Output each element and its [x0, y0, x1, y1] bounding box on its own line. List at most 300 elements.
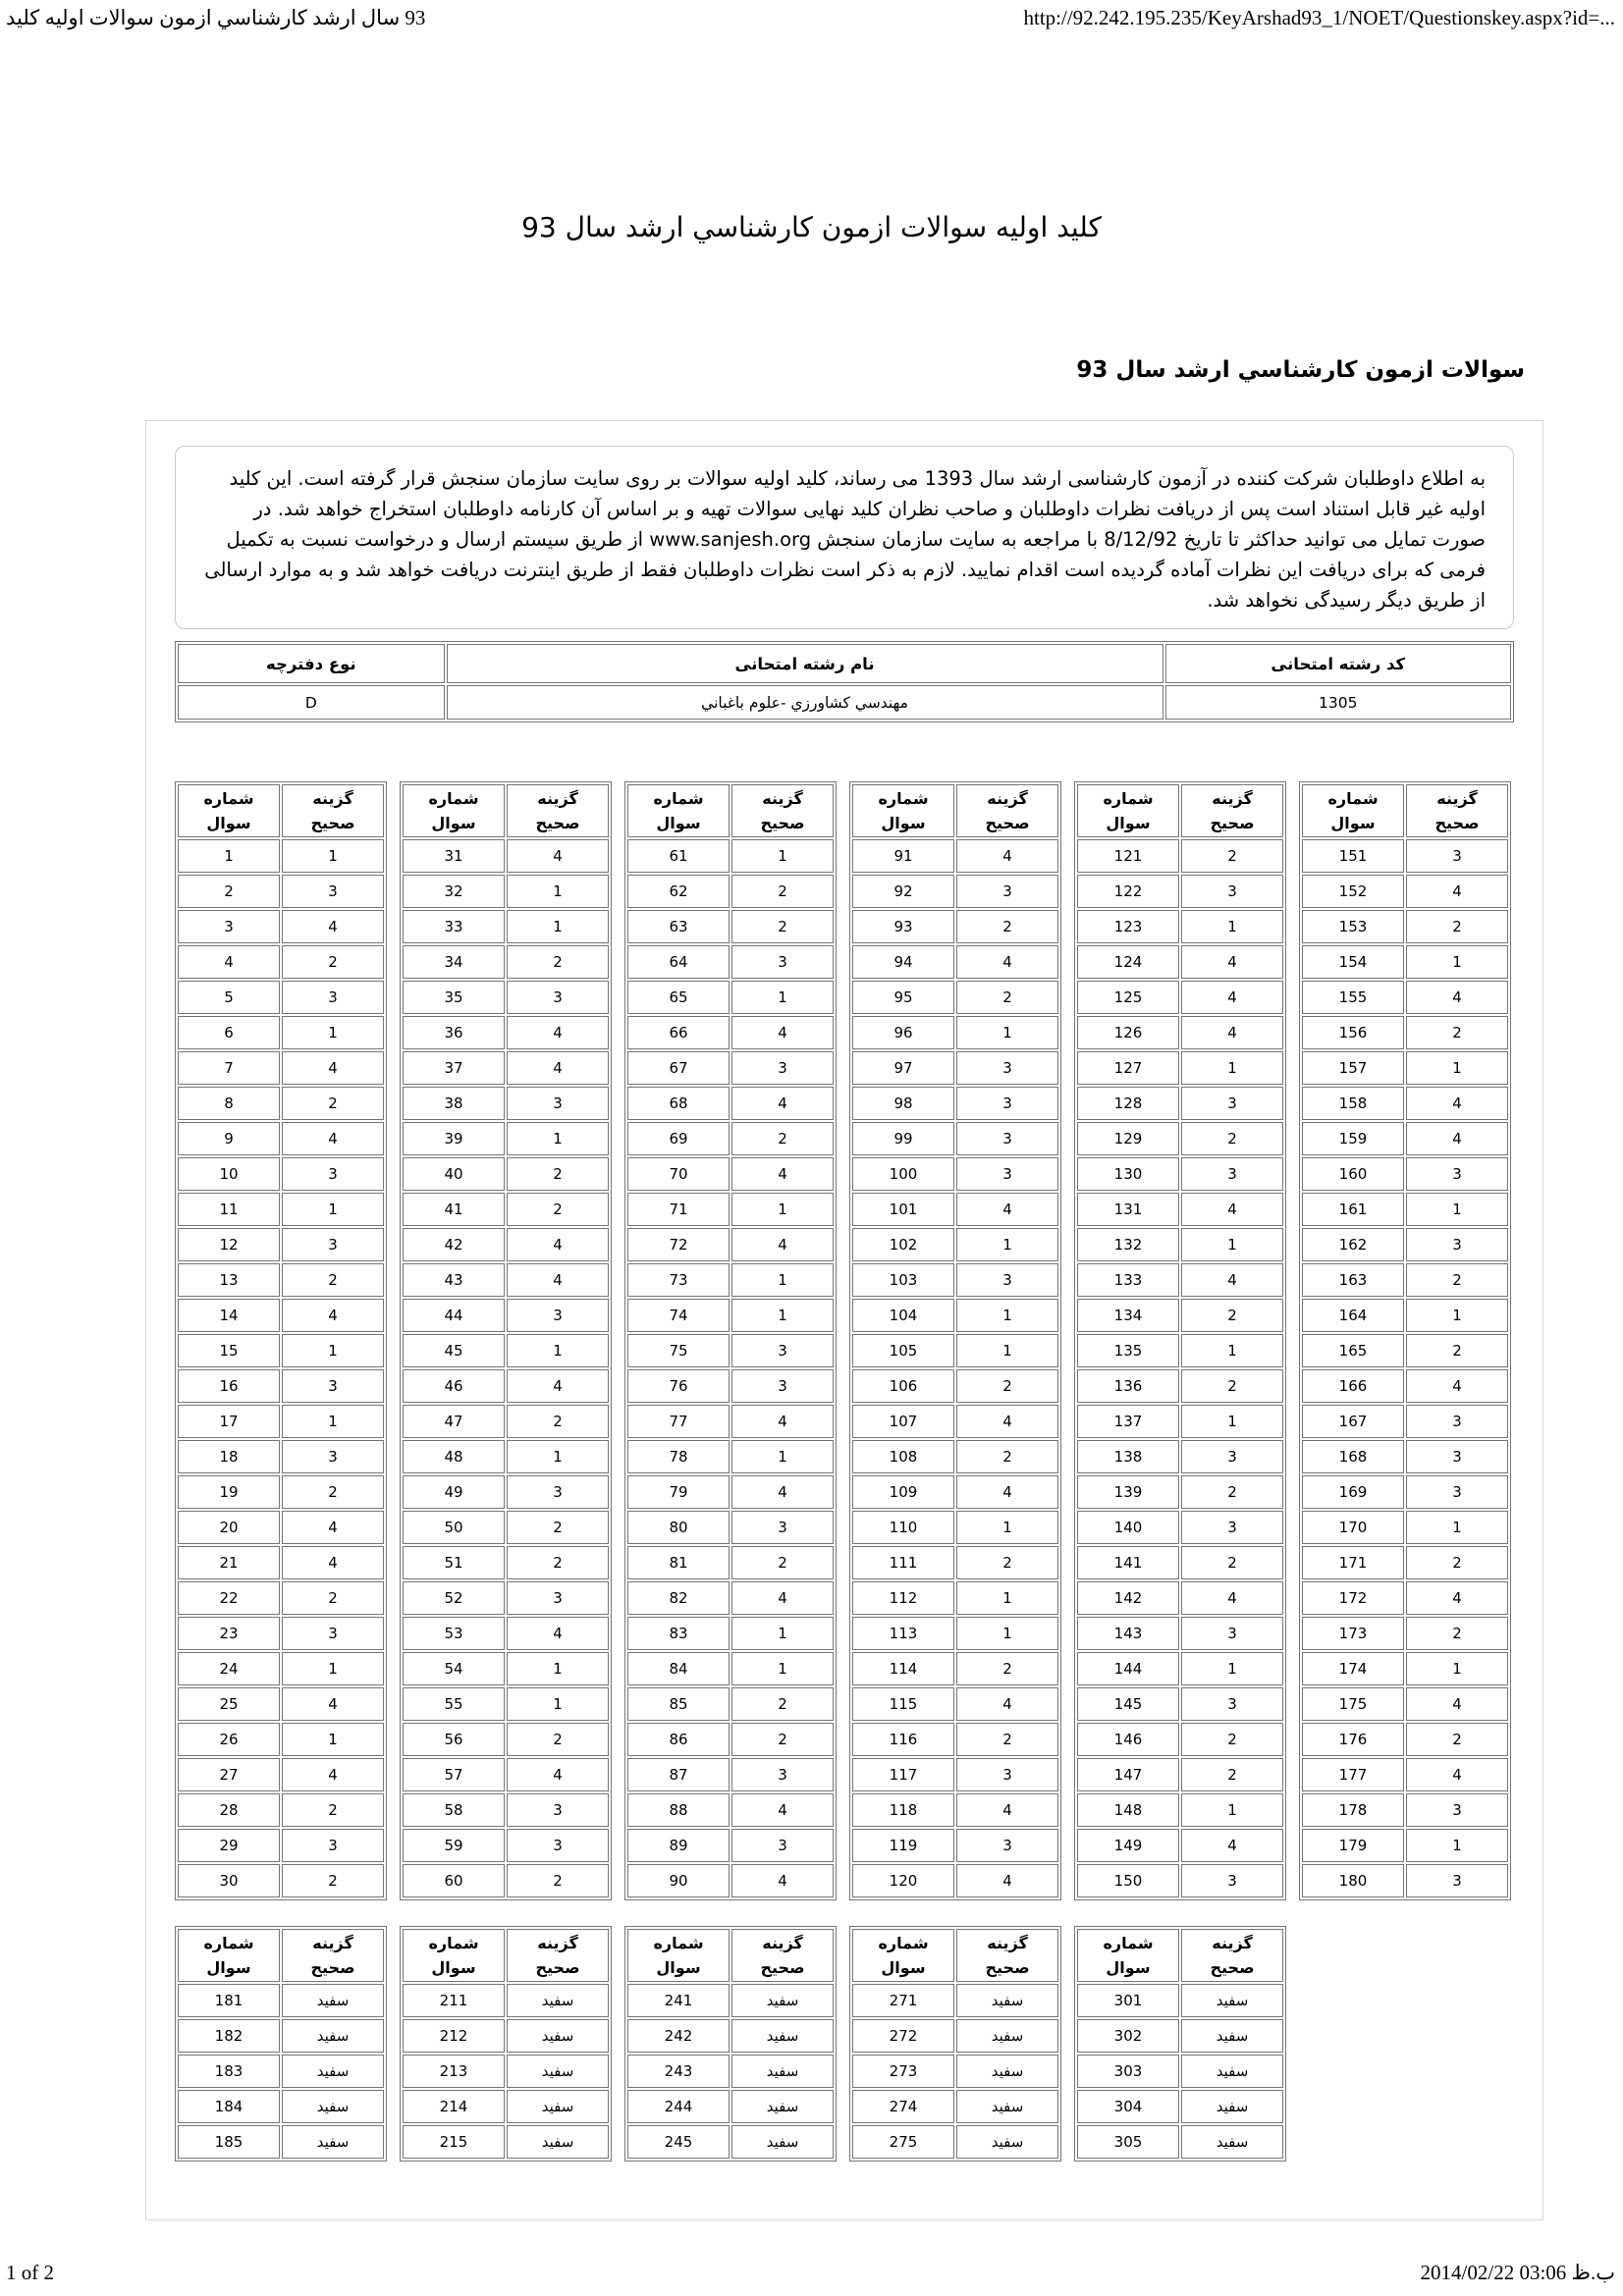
question-number-cell: 88	[627, 1793, 730, 1827]
correct-option-cell: 4	[1181, 1016, 1283, 1049]
question-number-cell: 35	[403, 981, 505, 1014]
question-number-cell: 93	[852, 910, 954, 943]
answer-row	[1077, 1984, 1283, 2017]
correct-option-cell: 3	[731, 945, 834, 979]
correct-option-cell: 3	[282, 981, 384, 1014]
correct-option-header: گزينه صحيح	[282, 1929, 384, 1982]
answer-row	[1077, 1723, 1283, 1756]
answer-row	[403, 2055, 609, 2088]
correct-option-cell: 4	[282, 1758, 384, 1791]
answer-row	[852, 2055, 1058, 2088]
question-number-cell: 130	[1077, 1157, 1179, 1191]
correct-option-cell: سفيد	[731, 2125, 834, 2159]
question-number-cell: 31	[403, 839, 505, 873]
correct-option-cell: 4	[731, 1228, 834, 1261]
question-number-cell: 144	[1077, 1652, 1179, 1685]
answer-row	[852, 1334, 1058, 1367]
question-number-cell: 25	[178, 1687, 280, 1721]
correct-option-cell: 2	[282, 1793, 384, 1827]
answer-row	[178, 945, 384, 979]
question-number-cell: 163	[1302, 1263, 1404, 1297]
answer-row	[627, 1617, 834, 1650]
answer-row	[852, 1758, 1058, 1791]
question-number-cell: 304	[1077, 2090, 1179, 2123]
question-number-cell: 83	[627, 1617, 730, 1650]
answer-row	[1302, 945, 1508, 979]
notice-box	[175, 446, 1514, 629]
question-number-cell: 272	[852, 2019, 954, 2053]
correct-option-cell: 4	[1406, 1087, 1508, 1120]
question-number-cell: 134	[1077, 1299, 1179, 1332]
answer-row	[627, 1687, 834, 1721]
question-number-cell: 136	[1077, 1369, 1179, 1403]
answer-row	[852, 2019, 1058, 2053]
question-number-cell: 185	[178, 2125, 280, 2159]
question-number-cell: 69	[627, 1122, 730, 1155]
correct-option-cell: 2	[1181, 1758, 1283, 1791]
correct-option-cell: 4	[282, 1546, 384, 1579]
correct-option-cell: سفيد	[282, 1984, 384, 2017]
question-number-cell: 274	[852, 2090, 954, 2123]
correct-option-cell: 2	[507, 1864, 609, 1897]
answer-row	[1302, 1829, 1508, 1862]
answer-row	[1302, 1440, 1508, 1473]
correct-option-cell: 2	[1181, 1475, 1283, 1509]
answer-row	[1077, 1228, 1283, 1261]
correct-option-header: گزينه صحيح	[507, 784, 609, 837]
answer-row	[403, 1475, 609, 1509]
question-number-cell: 42	[403, 1228, 505, 1261]
question-number-cell: 101	[852, 1193, 954, 1226]
correct-option-cell: 4	[731, 1864, 834, 1897]
correct-option-cell: 3	[956, 1051, 1058, 1085]
correct-option-cell: 4	[1181, 945, 1283, 979]
answer-row	[403, 945, 609, 979]
question-number-cell: 103	[852, 1263, 954, 1297]
correct-option-cell: سفيد	[282, 2055, 384, 2088]
answer-row	[852, 910, 1058, 943]
correct-option-header: گزينه صحيح	[1181, 1929, 1283, 1982]
answer-row	[627, 945, 834, 979]
answer-row	[1077, 1334, 1283, 1367]
answer-row	[403, 1617, 609, 1650]
question-number-cell: 14	[178, 1299, 280, 1332]
question-number-cell: 184	[178, 2090, 280, 2123]
correct-option-cell: 1	[956, 1299, 1058, 1332]
question-number-header: شماره سوال	[627, 1929, 730, 1982]
correct-option-cell: 1	[1406, 1829, 1508, 1862]
question-number-cell: 122	[1077, 875, 1179, 908]
question-number-cell: 60	[403, 1864, 505, 1897]
correct-option-cell: 3	[282, 1369, 384, 1403]
answer-row	[1077, 1829, 1283, 1862]
answer-row	[852, 1617, 1058, 1650]
question-number-cell: 167	[1302, 1405, 1404, 1438]
answer-key-table	[400, 781, 612, 1900]
correct-option-cell: 1	[507, 1687, 609, 1721]
question-number-cell: 126	[1077, 1016, 1179, 1049]
question-number-cell: 11	[178, 1193, 280, 1226]
answer-row	[178, 1581, 384, 1615]
question-number-cell: 99	[852, 1122, 954, 1155]
question-number-cell: 17	[178, 1405, 280, 1438]
question-number-cell: 170	[1302, 1511, 1404, 1544]
answer-row	[1302, 875, 1508, 908]
answer-row	[627, 1228, 834, 1261]
correct-option-cell: 2	[956, 1652, 1058, 1685]
answer-row	[178, 2055, 384, 2088]
correct-option-cell: 2	[956, 1723, 1058, 1756]
answer-row	[627, 2090, 834, 2123]
correct-option-header: گزينه صحيح	[731, 784, 834, 837]
answer-row	[852, 1829, 1058, 1862]
correct-option-cell: 4	[507, 1016, 609, 1049]
question-number-cell: 65	[627, 981, 730, 1014]
question-number-cell: 275	[852, 2125, 954, 2159]
question-number-cell: 48	[403, 1440, 505, 1473]
answer-row	[627, 1511, 834, 1544]
correct-option-cell: 4	[956, 1793, 1058, 1827]
question-number-cell: 89	[627, 1829, 730, 1862]
correct-option-cell: 2	[956, 981, 1058, 1014]
question-number-header: شماره سوال	[178, 784, 280, 837]
answer-row	[403, 910, 609, 943]
correct-option-cell: 3	[507, 1581, 609, 1615]
answer-row	[403, 1793, 609, 1827]
exam-info-header-row	[178, 644, 1511, 683]
question-number-cell: 301	[1077, 1984, 1179, 2017]
correct-option-cell: 4	[956, 945, 1058, 979]
print-header-url: http://92.242.195.235/KeyArshad93_1/NOET/Questionskey.aspx?id=...	[1023, 6, 1615, 29]
question-number-cell: 95	[852, 981, 954, 1014]
question-number-cell: 169	[1302, 1475, 1404, 1509]
answer-row	[403, 875, 609, 908]
correct-option-cell: 4	[956, 839, 1058, 873]
answer-row	[627, 1829, 834, 1862]
answer-row	[1077, 875, 1283, 908]
answer-row	[1077, 1157, 1283, 1191]
question-number-cell: 214	[403, 2090, 505, 2123]
answer-key-table	[849, 781, 1061, 1900]
answer-row	[852, 1228, 1058, 1261]
question-number-cell: 245	[627, 2125, 730, 2159]
answer-row	[178, 1263, 384, 1297]
answer-row	[178, 1546, 384, 1579]
answer-row	[852, 1016, 1058, 1049]
correct-option-cell: 3	[282, 1617, 384, 1650]
answer-row	[627, 839, 834, 873]
answer-row	[178, 981, 384, 1014]
correct-option-cell: 1	[731, 839, 834, 873]
question-number-cell: 116	[852, 1723, 954, 1756]
correct-option-cell: 3	[1181, 1687, 1283, 1721]
correct-option-cell: 4	[282, 910, 384, 943]
correct-option-cell: 1	[1181, 910, 1283, 943]
answer-row	[178, 1617, 384, 1650]
question-number-cell: 13	[178, 1263, 280, 1297]
correct-option-cell: 1	[1406, 1299, 1508, 1332]
question-number-cell: 108	[852, 1440, 954, 1473]
correct-option-cell: سفيد	[1181, 2125, 1283, 2159]
question-number-cell: 273	[852, 2055, 954, 2088]
question-number-cell: 112	[852, 1581, 954, 1615]
correct-option-cell: سفيد	[1181, 2055, 1283, 2088]
correct-option-cell: 1	[956, 1228, 1058, 1261]
question-number-cell: 15	[178, 1334, 280, 1367]
correct-option-cell: 2	[282, 1864, 384, 1897]
correct-option-cell: 3	[731, 1334, 834, 1367]
answer-row	[1302, 1193, 1508, 1226]
answer-row	[627, 1051, 834, 1085]
correct-option-cell: 4	[1406, 1369, 1508, 1403]
correct-option-cell: 4	[956, 1864, 1058, 1897]
question-number-cell: 141	[1077, 1546, 1179, 1579]
answer-row	[403, 1984, 609, 2017]
correct-option-cell: 1	[282, 1193, 384, 1226]
answer-row	[1077, 1581, 1283, 1615]
answer-row	[403, 1122, 609, 1155]
correct-option-cell: 2	[731, 1723, 834, 1756]
correct-option-cell: 4	[282, 1687, 384, 1721]
correct-option-cell: 1	[282, 839, 384, 873]
answer-row	[1302, 1758, 1508, 1791]
question-number-cell: 123	[1077, 910, 1179, 943]
answer-key-table	[624, 1926, 837, 2162]
correct-option-cell: 2	[731, 875, 834, 908]
correct-option-cell: 3	[1406, 1793, 1508, 1827]
question-number-cell: 145	[1077, 1687, 1179, 1721]
correct-option-cell: 3	[282, 1829, 384, 1862]
answer-row	[403, 1581, 609, 1615]
answer-row	[627, 1263, 834, 1297]
correct-option-header: گزينه صحيح	[731, 1929, 834, 1982]
answer-row	[627, 1334, 834, 1367]
answer-row	[1302, 1581, 1508, 1615]
question-number-cell: 176	[1302, 1723, 1404, 1756]
question-number-cell: 107	[852, 1405, 954, 1438]
correct-option-cell: سفيد	[282, 2019, 384, 2053]
answer-row	[1077, 1546, 1283, 1579]
answer-row	[178, 1299, 384, 1332]
question-number-cell: 121	[1077, 839, 1179, 873]
correct-option-cell: 1	[956, 1617, 1058, 1650]
question-number-header: شماره سوال	[852, 784, 954, 837]
answer-row	[178, 1157, 384, 1191]
answer-row	[852, 1864, 1058, 1897]
question-number-cell: 77	[627, 1405, 730, 1438]
exam-info-table	[175, 641, 1514, 722]
answer-row	[1302, 1475, 1508, 1509]
correct-option-cell: 4	[507, 1051, 609, 1085]
answer-row	[852, 875, 1058, 908]
correct-option-cell: 3	[956, 875, 1058, 908]
correct-option-cell: 1	[731, 1263, 834, 1297]
answer-row	[627, 1157, 834, 1191]
answer-row	[1302, 1263, 1508, 1297]
answer-row	[1302, 839, 1508, 873]
answer-row	[178, 839, 384, 873]
correct-option-cell: 4	[956, 1193, 1058, 1226]
answer-row	[852, 1405, 1058, 1438]
correct-option-cell: 3	[1181, 1864, 1283, 1897]
answer-row	[1302, 1511, 1508, 1544]
correct-option-cell: 1	[731, 981, 834, 1014]
correct-option-cell: 3	[507, 1087, 609, 1120]
correct-option-cell: 4	[1406, 981, 1508, 1014]
question-number-cell: 133	[1077, 1263, 1179, 1297]
correct-option-cell: سفيد	[507, 2019, 609, 2053]
correct-option-cell: 2	[731, 1687, 834, 1721]
correct-option-cell: 3	[1406, 1228, 1508, 1261]
answer-row	[403, 1016, 609, 1049]
correct-option-cell: 2	[507, 1723, 609, 1756]
correct-option-cell: 1	[1406, 1193, 1508, 1226]
question-number-cell: 117	[852, 1758, 954, 1791]
question-number-cell: 97	[852, 1051, 954, 1085]
correct-option-cell: 4	[956, 1687, 1058, 1721]
question-number-cell: 27	[178, 1758, 280, 1791]
notice-text: به اطلاع داوطلبان شرکت کننده در آزمون کارشناسی ارشد سال 1393 می رساند، کلید اولیه سوالات بر روی سایت سازمان سنجش قرار گرفته است. این کلید اولیه غیر قابل استناد است پس از دریافت نظرات داوطلبان و صاحب نظران کلید نهایی سوالات تهیه و بر اساس آن کارنامه داوطلبان استخراج خواهد شد. در صورت تمایل می توانید حداکثر تا تاریخ 8/12/92 با مراجعه به سایت سازمان سنجش www.sanjesh.org از طریق سیستم ارسال و درخواست نسبت به تکمیل فرمی که برای دریافت این نظرات آماده گردیده است اقدام نمایید. لازم به ذکر است نظرات داوطلبان فقط از طریق اینترنت دریافت خواهد شد و به موارد ارسالی از طریق دیگر رسیدگی نخواهد شد.	[204, 467, 1486, 612]
answer-row	[403, 1687, 609, 1721]
answer-row	[178, 1652, 384, 1685]
correct-option-cell: 2	[507, 1546, 609, 1579]
question-number-cell: 44	[403, 1299, 505, 1332]
correct-option-cell: 2	[1406, 1546, 1508, 1579]
exam-code-header: کد رشته امتحانی	[1165, 644, 1511, 683]
answer-row	[1302, 1652, 1508, 1685]
question-number-cell: 51	[403, 1546, 505, 1579]
question-number-cell: 96	[852, 1016, 954, 1049]
correct-option-cell: 4	[507, 1228, 609, 1261]
print-date: 2014/02/22 03:06 ب.ظ	[1420, 2261, 1615, 2284]
answer-row	[852, 1793, 1058, 1827]
answer-key-table	[849, 1926, 1061, 2162]
correct-option-cell: سفيد	[956, 1984, 1058, 2017]
correct-option-cell: 1	[731, 1440, 834, 1473]
question-number-cell: 305	[1077, 2125, 1179, 2159]
correct-option-cell: سفيد	[507, 2055, 609, 2088]
booklet-type-header: نوع دفترچه	[178, 644, 445, 683]
answer-row	[852, 1051, 1058, 1085]
correct-option-cell: 1	[731, 1193, 834, 1226]
answer-row	[1077, 1687, 1283, 1721]
correct-option-cell: 4	[956, 1405, 1058, 1438]
correct-option-cell: 2	[1181, 1546, 1283, 1579]
answer-row	[852, 1581, 1058, 1615]
question-number-cell: 90	[627, 1864, 730, 1897]
answer-row	[178, 1122, 384, 1155]
answer-row	[403, 1369, 609, 1403]
answer-row	[1077, 1087, 1283, 1120]
question-number-cell: 9	[178, 1122, 280, 1155]
booklet-type-value: D	[178, 685, 445, 720]
answer-row	[1077, 1122, 1283, 1155]
correct-option-cell: 3	[956, 1122, 1058, 1155]
exam-info-value-row	[178, 685, 1511, 720]
correct-option-cell: 3	[731, 1369, 834, 1403]
correct-option-cell: 4	[507, 1758, 609, 1791]
question-number-cell: 39	[403, 1122, 505, 1155]
answer-key-table	[400, 1926, 612, 2162]
answer-row	[1077, 1440, 1283, 1473]
question-number-cell: 45	[403, 1334, 505, 1367]
correct-option-cell: 2	[1406, 910, 1508, 943]
correct-option-cell: 4	[507, 1369, 609, 1403]
question-number-cell: 55	[403, 1687, 505, 1721]
correct-option-cell: 3	[1406, 1405, 1508, 1438]
answer-row	[178, 1440, 384, 1473]
correct-option-cell: سفيد	[507, 2090, 609, 2123]
question-number-cell: 57	[403, 1758, 505, 1791]
question-number-cell: 119	[852, 1829, 954, 1862]
correct-option-cell: 3	[507, 981, 609, 1014]
correct-option-cell: 2	[282, 1263, 384, 1297]
correct-option-cell: 1	[731, 1617, 834, 1650]
answer-row	[1077, 1051, 1283, 1085]
question-number-cell: 129	[1077, 1122, 1179, 1155]
correct-option-cell: 4	[1406, 1758, 1508, 1791]
answer-row	[403, 1511, 609, 1544]
question-number-cell: 110	[852, 1511, 954, 1544]
correct-option-cell: 4	[1406, 875, 1508, 908]
correct-option-cell: 2	[1406, 1334, 1508, 1367]
question-number-header: شماره سوال	[1077, 784, 1179, 837]
answer-row	[1077, 1369, 1283, 1403]
answer-row	[852, 1723, 1058, 1756]
correct-option-cell: 1	[1406, 1051, 1508, 1085]
correct-option-cell: 2	[956, 1369, 1058, 1403]
answer-key-table	[175, 1926, 387, 2162]
answer-row	[1077, 2090, 1283, 2123]
correct-option-cell: سفيد	[507, 1984, 609, 2017]
answer-row	[627, 1440, 834, 1473]
answer-row	[403, 1652, 609, 1685]
question-number-cell: 135	[1077, 1334, 1179, 1367]
exam-name-value: مهندسي کشاورزي -علوم باغباني	[447, 685, 1163, 720]
answer-row	[627, 1652, 834, 1685]
answer-row	[627, 910, 834, 943]
question-number-cell: 128	[1077, 1087, 1179, 1120]
question-number-cell: 215	[403, 2125, 505, 2159]
correct-option-cell: 3	[1406, 1157, 1508, 1191]
answer-key-table	[175, 781, 387, 1900]
answer-row	[1302, 1334, 1508, 1367]
question-number-cell: 71	[627, 1193, 730, 1226]
question-number-cell: 162	[1302, 1228, 1404, 1261]
correct-option-cell: 3	[956, 1829, 1058, 1862]
correct-option-cell: سفيد	[282, 2125, 384, 2159]
question-number-cell: 166	[1302, 1369, 1404, 1403]
answer-row	[1302, 1228, 1508, 1261]
correct-option-cell: سفيد	[956, 2019, 1058, 2053]
answer-row	[627, 875, 834, 908]
question-number-cell: 241	[627, 1984, 730, 2017]
question-number-cell: 80	[627, 1511, 730, 1544]
answer-row	[852, 1511, 1058, 1544]
exam-name-header: نام رشته امتحانی	[447, 644, 1163, 683]
question-number-cell: 76	[627, 1369, 730, 1403]
question-number-cell: 165	[1302, 1334, 1404, 1367]
question-number-cell: 41	[403, 1193, 505, 1226]
correct-option-cell: 4	[731, 1405, 834, 1438]
question-number-cell: 100	[852, 1157, 954, 1191]
question-number-cell: 67	[627, 1051, 730, 1085]
answer-row	[178, 1723, 384, 1756]
answer-row	[178, 1334, 384, 1367]
question-number-cell: 19	[178, 1475, 280, 1509]
answer-row	[1302, 1793, 1508, 1827]
question-number-cell: 120	[852, 1864, 954, 1897]
